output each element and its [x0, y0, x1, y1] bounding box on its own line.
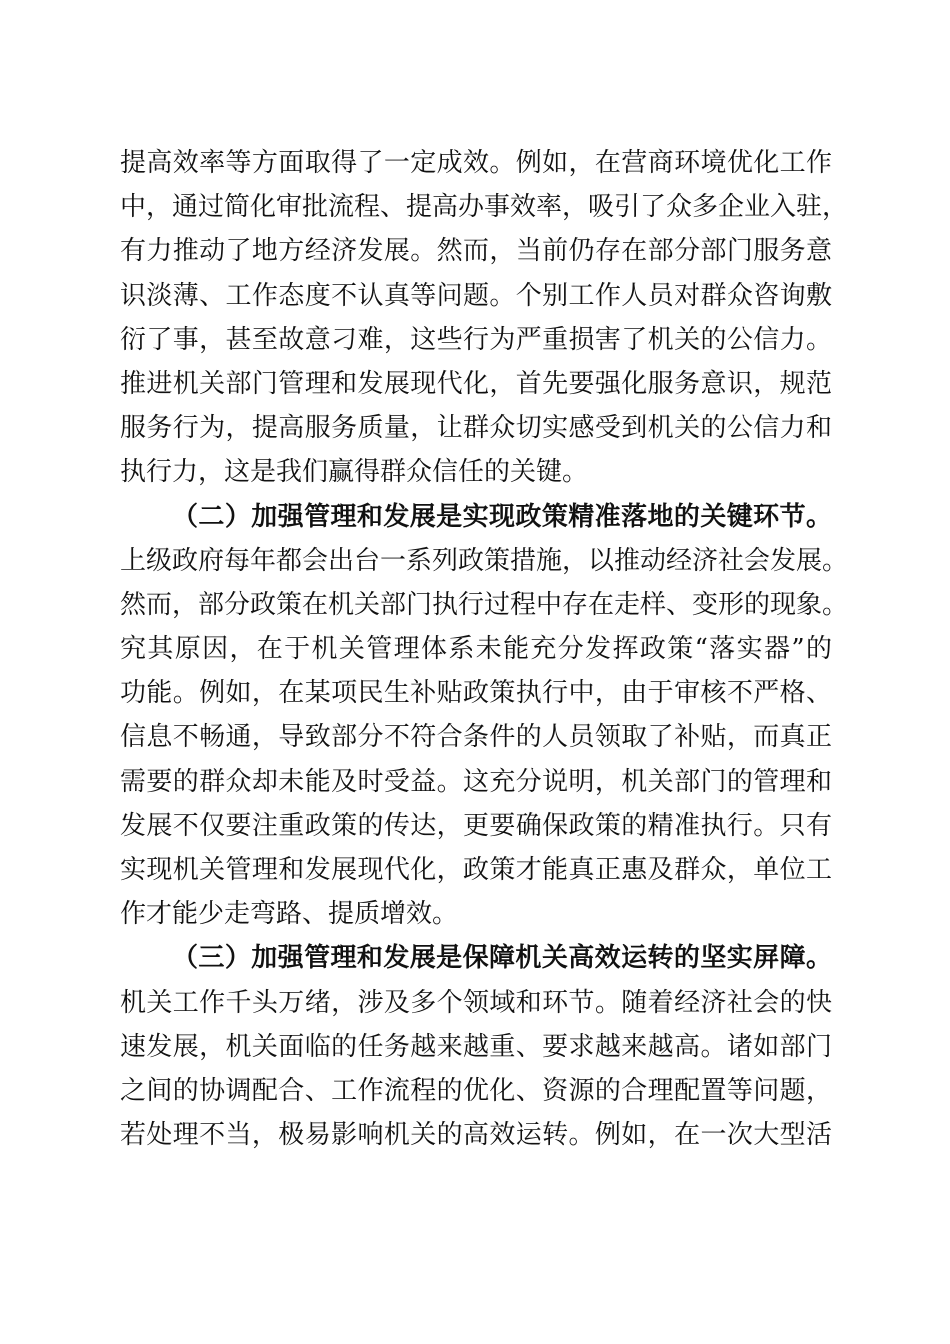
body-line: 之间的协调配合、工作流程的优化、资源的合理配置等问题， [120, 1075, 832, 1106]
body-line: 有力推动了地方经济发展。然而，当前仍存在部分部门服务意 [120, 236, 832, 267]
body-line: 衍了事，甚至故意刁难，这些行为严重损害了机关的公信力。 [120, 324, 832, 355]
section-heading-3: （三）加强管理和发展是保障机关高效运转的坚实屏障。 [172, 943, 832, 974]
body-line: 若处理不当，极易影响机关的高效运转。例如，在一次大型活 [120, 1120, 832, 1151]
body-line: 然而，部分政策在机关部门执行过程中存在走样、变形的现象。 [120, 589, 849, 620]
body-line: 实现机关管理和发展现代化，政策才能真正惠及群众，单位工 [120, 855, 832, 885]
body-line: 推进机关部门管理和发展现代化，首先要强化服务意识，规范 [120, 368, 832, 399]
body-line: 作才能少走弯路、提质增效。 [120, 899, 459, 930]
body-line: 信息不畅通，导致部分不符合条件的人员领取了补贴，而真正 [120, 722, 832, 753]
body-line: 功能。例如，在某项民生补贴政策执行中，由于审核不严格、 [120, 678, 832, 709]
body-line: 上级政府每年都会出台一系列政策措施，以推动经济社会发展。 [120, 545, 849, 576]
document-body [120, 141, 849, 1157]
body-line: 提高效率等方面取得了一定成效。例如，在营商环境优化工作 [120, 148, 832, 178]
body-line: 中，通过简化审批流程、提高办事效率，吸引了众多企业入驻， [120, 192, 849, 223]
body-line: 发展不仅要注重政策的传达，更要确保政策的精准执行。只有 [120, 810, 832, 841]
section-heading-2: （二）加强管理和发展是实现政策精准落地的关键环节。 [172, 501, 832, 532]
body-line: 机关工作千头万绪，涉及多个领域和环节。随着经济社会的快 [120, 987, 832, 1018]
body-line: 需要的群众却未能及时受益。这充分说明，机关部门的管理和 [120, 766, 832, 797]
body-line: 速发展，机关面临的任务越来越重、要求越来越高。诸如部门 [120, 1031, 832, 1062]
body-line: 服务行为，提高服务质量，让群众切实感受到机关的公信力和 [120, 413, 832, 444]
body-line: 执行力，这是我们赢得群众信任的关键。 [120, 457, 589, 488]
body-line: 识淡薄、工作态度不认真等问题。个别工作人员对群众咨询敷 [120, 280, 832, 311]
body-line: 究其原因，在于机关管理体系未能充分发挥政策“落实器”的 [120, 634, 832, 665]
